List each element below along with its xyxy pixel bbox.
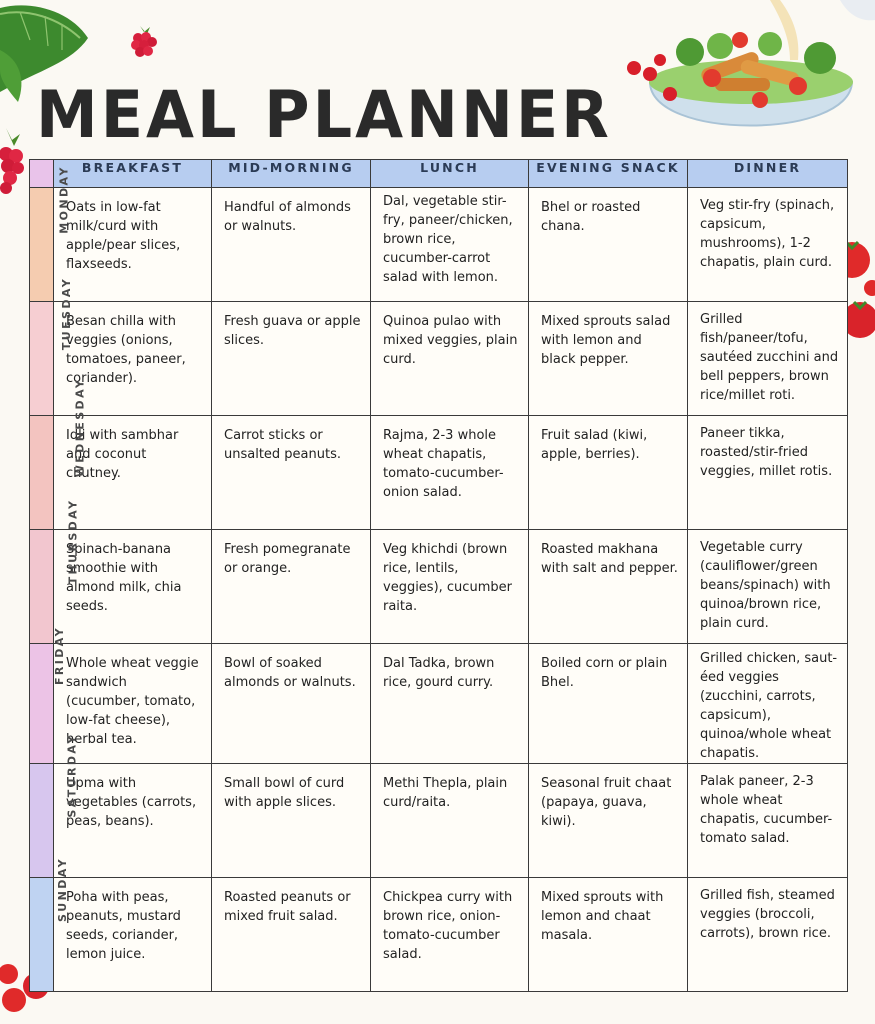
meal-cell: Fresh pomegranate or orange. bbox=[212, 530, 371, 644]
day-label-cell bbox=[30, 498, 80, 644]
meal-cell: Upma with vegetables (carrots, peas, beans). bbox=[54, 764, 212, 878]
column-header: BREAKFAST bbox=[54, 160, 212, 188]
header-row bbox=[30, 160, 848, 188]
meal-cell: Roasted makhana with salt and pepper. bbox=[529, 530, 688, 644]
meal-cell: Grilled chicken, saut-éed veggies (zucchini, carrots, capsicum), quinoa/whole wheat chapatis. bbox=[688, 644, 848, 764]
day-label-cell bbox=[30, 165, 71, 302]
meal-planner-table bbox=[29, 159, 848, 992]
table-row bbox=[30, 644, 848, 764]
table-row bbox=[30, 188, 848, 302]
meal-cell: Boiled corn or plain Bhel. bbox=[529, 644, 688, 764]
meal-cell: Vegetable curry (cauliflower/green beans/spinach) with quinoa/brown rice, plain curd. bbox=[688, 530, 848, 644]
meal-cell: Bhel or roasted chana. bbox=[529, 188, 688, 302]
day-label-cell bbox=[30, 625, 67, 764]
meal-cell: Dal Tadka, brown rice, gourd curry. bbox=[371, 644, 529, 764]
page-title: MEAL PLANNER bbox=[36, 76, 612, 153]
meal-cell: Methi Thepla, plain curd/raita. bbox=[371, 764, 529, 878]
day-label: SUNDAY bbox=[56, 856, 70, 923]
day-label: THURSDAY bbox=[66, 498, 80, 585]
table-row bbox=[30, 530, 848, 644]
column-header: MID-MORNING bbox=[212, 160, 371, 188]
day-label: TUESDAY bbox=[60, 276, 74, 351]
table-row bbox=[30, 878, 848, 992]
meal-cell: Mixed sprouts salad with lemon and black pepper. bbox=[529, 302, 688, 416]
meal-cell: Bowl of soaked almonds or walnuts. bbox=[212, 644, 371, 764]
meal-cell: Handful of almonds or walnuts. bbox=[212, 188, 371, 302]
day-label-cell bbox=[30, 276, 74, 416]
raspberry-icon bbox=[128, 24, 160, 58]
meal-cell: Chickpea curry with brown rice, onion-tomato-cucumber salad. bbox=[371, 878, 529, 992]
day-label: MONDAY bbox=[57, 165, 71, 234]
meal-cell: Mixed sprouts with lemon and chaat masala. bbox=[529, 878, 688, 992]
meal-cell: Fruit salad (kiwi, apple, berries). bbox=[529, 416, 688, 530]
meal-cell: Rajma, 2-3 whole wheat chapatis, tomato-cucumber-onion salad. bbox=[371, 416, 529, 530]
day-label-cell bbox=[30, 377, 87, 530]
column-header: DINNER bbox=[688, 160, 848, 188]
meal-cell: Fresh guava or apple slices. bbox=[212, 302, 371, 416]
meal-cell: Grilled fish/paneer/tofu, sautéed zucchini and bell peppers, brown rice/millet roti. bbox=[688, 302, 848, 416]
salad-bowl-icon bbox=[620, 0, 875, 160]
meal-cell: Small bowl of curd with apple slices. bbox=[212, 764, 371, 878]
meal-cell: Whole wheat veggie sandwich (cucumber, tomato, low-fat cheese), herbal tea. bbox=[54, 644, 212, 764]
column-header: EVENING SNACK bbox=[529, 160, 688, 188]
table-row bbox=[30, 302, 848, 416]
meal-cell: Paneer tikka, roasted/stir-fried veggies, millet rotis. bbox=[688, 416, 848, 530]
meal-cell: Spinach-banana smoothie with almond milk, chia seeds. bbox=[54, 530, 212, 644]
meal-cell: Oats in low-fat milk/curd with apple/pear slices, flaxseeds. bbox=[54, 188, 212, 302]
meal-cell: Idli with sambhar and coconut chutney. bbox=[54, 416, 212, 530]
raspberry-icon bbox=[0, 128, 28, 196]
meal-cell: Quinoa pulao with mixed veggies, plain curd. bbox=[371, 302, 529, 416]
meal-cell: Besan chilla with veggies (onions, tomatoes, paneer, coriander). bbox=[54, 302, 212, 416]
corner-cell bbox=[30, 160, 54, 188]
meal-cell: Veg stir-fry (spinach, capsicum, mushrooms), 1-2 chapatis, plain curd. bbox=[688, 188, 848, 302]
meal-cell: Palak paneer, 2-3 whole wheat chapatis, cucumber-tomato salad. bbox=[688, 764, 848, 878]
day-label-cell bbox=[30, 856, 70, 992]
meal-cell: Veg khichdi (brown rice, lentils, veggies), cucumber raita. bbox=[371, 530, 529, 644]
meal-cell: Seasonal fruit chaat (papaya, guava, kiwi). bbox=[529, 764, 688, 878]
meal-cell: Carrot sticks or unsalted peanuts. bbox=[212, 416, 371, 530]
meal-cell: Poha with peas, peanuts, mustard seeds, coriander, lemon juice. bbox=[54, 878, 212, 992]
column-header: LUNCH bbox=[371, 160, 529, 188]
day-label: WEDNESDAY bbox=[73, 377, 87, 478]
meal-cell: Roasted peanuts or mixed fruit salad. bbox=[212, 878, 371, 992]
table-row bbox=[30, 416, 848, 530]
meal-cell: Dal, vegetable stir-fry, paneer/chicken, brown rice, cucumber-carrot salad with lemon. bbox=[371, 188, 529, 302]
table-row bbox=[30, 764, 848, 878]
day-label: FRIDAY bbox=[53, 625, 67, 686]
meal-cell: Grilled fish, steamed veggies (broccoli, carrots), brown rice. bbox=[688, 878, 848, 992]
day-label: SATURDAY bbox=[65, 733, 79, 818]
day-label-cell bbox=[30, 733, 79, 878]
